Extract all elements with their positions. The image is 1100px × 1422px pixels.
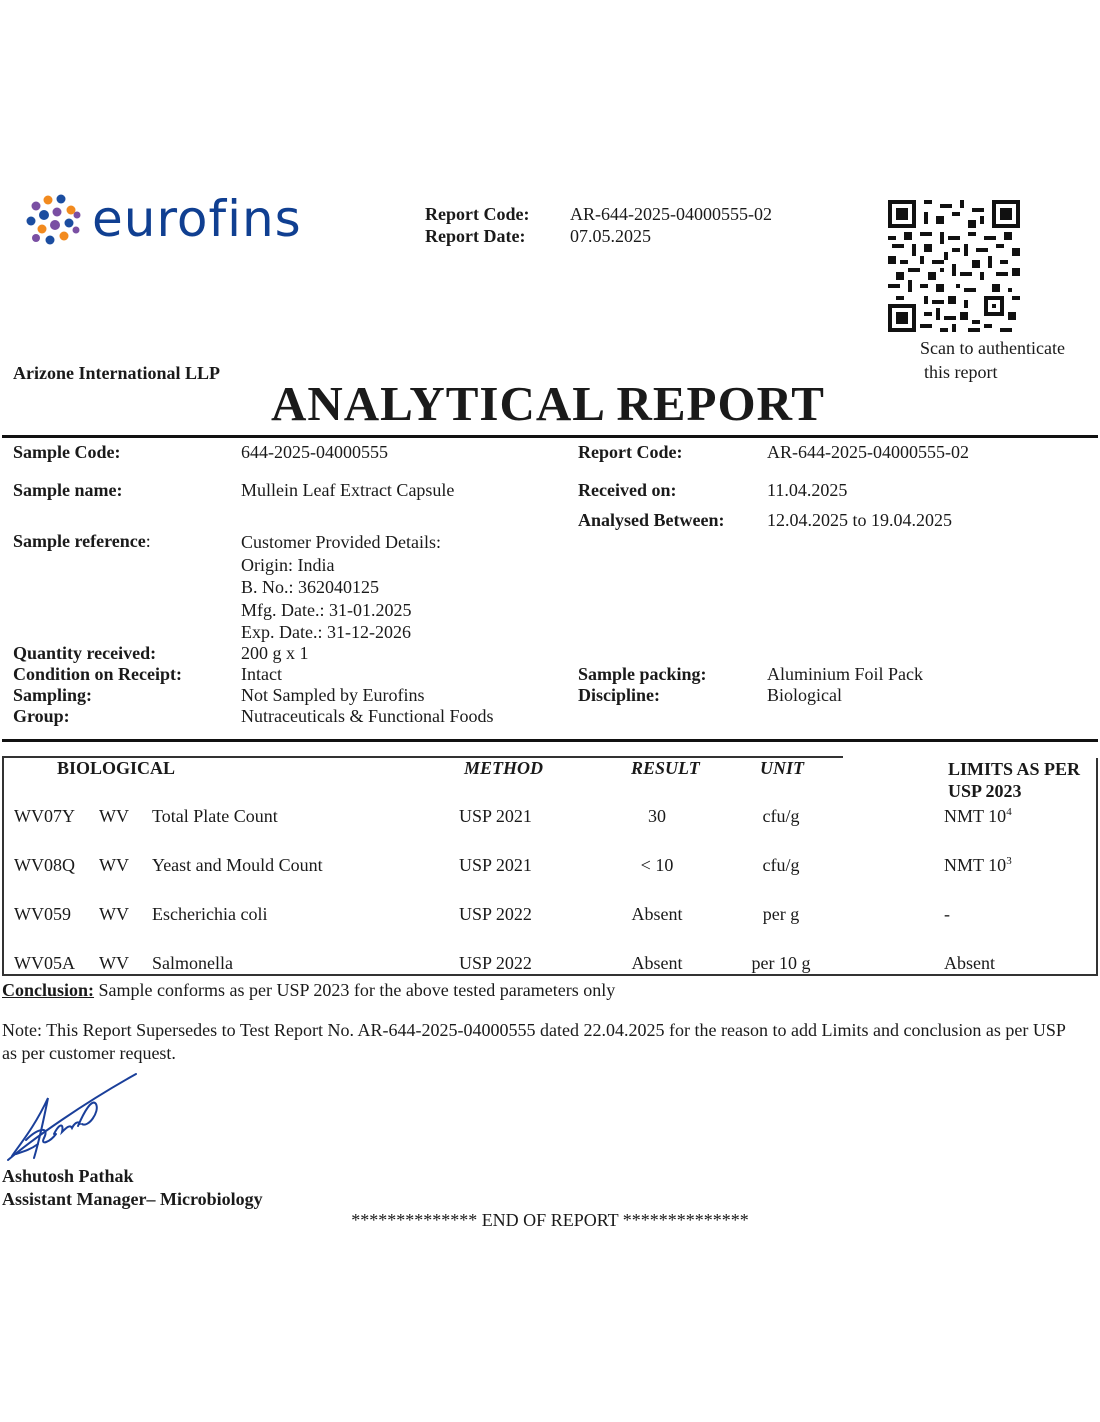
sample-name: Mullein Leaf Extract Capsule xyxy=(241,480,455,500)
condition-label: Condition on Receipt: xyxy=(13,664,183,684)
conclusion-label: Conclusion: xyxy=(2,980,95,1000)
header-report-date: 07.05.2025 xyxy=(570,226,651,246)
row-method: USP 2021 xyxy=(459,855,532,875)
signatory xyxy=(2,1165,263,1211)
divider-bottom xyxy=(2,739,1098,742)
brand-name: eurofins xyxy=(92,190,302,248)
row-code: WV07Y xyxy=(14,806,75,826)
sample-reference-line: Customer Provided Details: xyxy=(241,532,441,552)
analysed-between: 12.04.2025 to 19.04.2025 xyxy=(767,510,953,530)
row-unit: cfu/g xyxy=(762,806,800,826)
end-of-report: ************** END OF REPORT ************** xyxy=(351,1210,749,1230)
qr-caption xyxy=(920,336,1090,384)
row-result: < 10 xyxy=(640,855,674,875)
row-unit: per 10 g xyxy=(751,953,811,973)
sample-name-label: Sample name: xyxy=(13,480,123,500)
report-code: AR-644-2025-04000555-02 xyxy=(767,442,969,462)
row-result: Absent xyxy=(631,904,683,924)
row-limit-base: NMT 10 xyxy=(944,806,1007,826)
row-unit: per g xyxy=(762,904,800,924)
signatory-name: Ashutosh Pathak xyxy=(2,1166,134,1186)
sampling-label: Sampling: xyxy=(13,685,93,705)
signatory-title: Assistant Manager– Microbiology xyxy=(2,1189,263,1209)
sample-code: 644-2025-04000555 xyxy=(241,442,388,462)
group: Nutraceuticals & Functional Foods xyxy=(241,706,494,726)
packing-label: Sample packing: xyxy=(578,664,707,684)
page-title: ANALYTICAL REPORT xyxy=(271,376,825,431)
row-code: WV05A xyxy=(14,953,75,973)
row-result: 30 xyxy=(648,806,666,826)
quantity-label: Quantity received: xyxy=(13,643,157,663)
qr-caption-line1: Scan to authenticate xyxy=(920,338,1065,358)
row-parameter: Escherichia coli xyxy=(152,904,268,924)
row-parameter: Salmonella xyxy=(152,953,233,973)
sample-reference xyxy=(241,531,441,644)
header-report-code-label: Report Code: xyxy=(425,204,530,224)
sample-reference-line: Mfg. Date.: 31-01.2025 xyxy=(241,599,412,620)
conclusion-text: Sample conforms as per USP 2023 for the above tested parameters only xyxy=(98,980,616,1000)
column-header-biological: BIOLOGICAL xyxy=(57,758,176,778)
sample-reference-label xyxy=(13,531,151,552)
row-parameter: Total Plate Count xyxy=(152,806,278,826)
row-code: WV059 xyxy=(14,904,71,924)
row-code: WV08Q xyxy=(14,855,75,875)
sampling: Not Sampled by Eurofins xyxy=(241,685,425,705)
conclusion xyxy=(2,980,615,1001)
row-limit-base: NMT 10 xyxy=(944,855,1007,875)
row-lab: WV xyxy=(99,904,129,924)
group-label: Group: xyxy=(13,706,70,726)
row-lab: WV xyxy=(99,855,129,875)
row-method: USP 2022 xyxy=(459,953,532,973)
condition: Intact xyxy=(241,664,282,684)
sample-code-label: Sample Code: xyxy=(13,442,121,462)
received-on: 11.04.2025 xyxy=(767,480,848,500)
header-report-code: AR-644-2025-04000555-02 xyxy=(570,204,772,224)
row-result: Absent xyxy=(631,953,683,973)
row-limit xyxy=(944,855,1012,876)
discipline-label: Discipline: xyxy=(578,685,661,705)
sample-reference-label-text: Sample reference xyxy=(13,531,146,551)
column-header-unit: UNIT xyxy=(760,758,804,778)
row-limit: - xyxy=(944,904,950,924)
discipline: Biological xyxy=(767,685,842,705)
sample-reference-colon: : xyxy=(145,531,151,551)
sample-reference-line: Exp. Date.: 31-12-2026 xyxy=(241,622,411,642)
qr-caption-line2: this report xyxy=(924,362,998,382)
handwritten-signature xyxy=(4,1068,140,1166)
limits-header-line2: USP 2023 xyxy=(948,781,1022,801)
row-limit xyxy=(944,806,1012,827)
supersede-note: Note: This Report Supersedes to Test Report No. AR-644-2025-04000555 dated 22.04.2025 for the reason to add Limits and conclusion as per USP as per customer request. xyxy=(2,1020,1066,1063)
header-report-date-label: Report Date: xyxy=(425,226,526,246)
row-method: USP 2021 xyxy=(459,806,532,826)
row-parameter: Yeast and Mould Count xyxy=(152,855,323,875)
qr-code-icon[interactable] xyxy=(888,200,1020,332)
row-lab: WV xyxy=(99,806,129,826)
customer-name: Arizone International LLP xyxy=(13,363,220,383)
packing: Aluminium Foil Pack xyxy=(767,664,924,684)
column-header-result: RESULT xyxy=(631,758,700,778)
report-code-label: Report Code: xyxy=(578,442,683,462)
divider-top xyxy=(2,435,1098,438)
column-header-limits xyxy=(948,758,1080,802)
sample-reference-line: B. No.: 362040125 xyxy=(241,577,380,597)
row-lab: WV xyxy=(99,953,129,973)
sample-reference-line: Origin: India xyxy=(241,554,335,575)
received-on-label: Received on: xyxy=(578,480,677,500)
eurofins-dots-logo xyxy=(26,194,82,248)
row-limit: Absent xyxy=(944,953,995,973)
limits-header-line1: LIMITS AS PER xyxy=(948,759,1081,779)
row-unit: cfu/g xyxy=(762,855,800,875)
row-limit-exponent: 4 xyxy=(1006,806,1012,818)
row-limit-exponent: 3 xyxy=(1006,855,1012,867)
column-header-method: METHOD xyxy=(464,758,544,778)
quantity: 200 g x 1 xyxy=(241,643,309,663)
row-method: USP 2022 xyxy=(459,904,532,924)
analysed-between-label: Analysed Between: xyxy=(578,510,725,530)
